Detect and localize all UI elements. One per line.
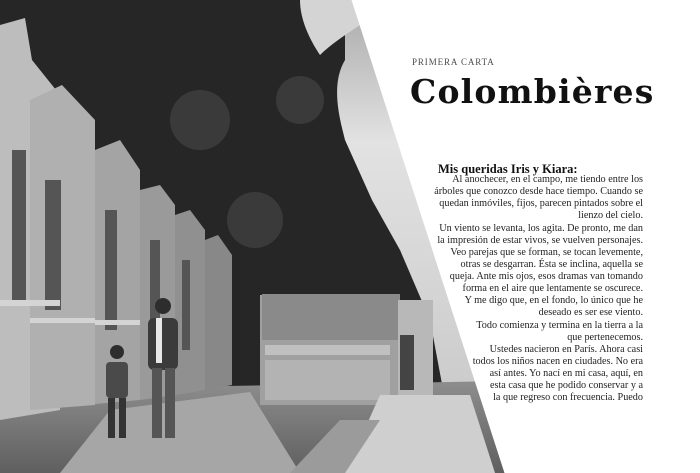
body-line: todos los niños nacen en ciudades. No era: [472, 356, 643, 367]
letter-salutation: Mis queridas Iris y Kiara:: [438, 162, 578, 176]
body-line: Y me digo que, en el fondo, lo único que he: [464, 295, 643, 306]
body-line: esta casa que he podido conservar y a: [489, 380, 643, 391]
body-line: así antes. Yo nací en mi casa, aquí, en: [489, 368, 643, 379]
body-line: queja. Ante mis ojos, esos dramas van tomando: [449, 271, 643, 282]
body-line: otras se desgarran. Ésta se inclina, aquella se: [460, 259, 643, 270]
tomb: [260, 294, 433, 405]
body-line: deseado es ser ese viento.: [538, 307, 643, 318]
body-line: que pertenecemos.: [567, 332, 643, 343]
body-line: la que regreso con frecuencia. Puedo: [493, 392, 643, 403]
body-line: lienzo del cielo.: [578, 210, 643, 221]
body-line: Veo parejas que se forman, se tocan levemente,: [450, 247, 643, 258]
body-line: Ustedes nacieron en París. Ahora casi: [489, 344, 643, 355]
body-line: la impresión de estar vivos, se vuelven personajes.: [437, 235, 643, 246]
body-line: árboles que conozco desde hace tiempo. Cuando se: [434, 186, 643, 197]
body-line: Al anochecer, en el campo, me tiendo entre los: [452, 174, 643, 185]
body-line: quedan inmóviles, fijos, parecen pintados sobre el: [439, 198, 643, 209]
chapter-eyebrow: PRIMERA CARTA: [412, 57, 495, 67]
body-line: Todo comienza y termina en la tierra a la: [476, 320, 643, 331]
chapter-title: Colombières: [410, 72, 655, 111]
body-line: Un viento se levanta, los agita. De pronto, me dan: [439, 223, 643, 234]
body-line: forma en el aire que lentamente se oscurece.: [462, 283, 643, 294]
